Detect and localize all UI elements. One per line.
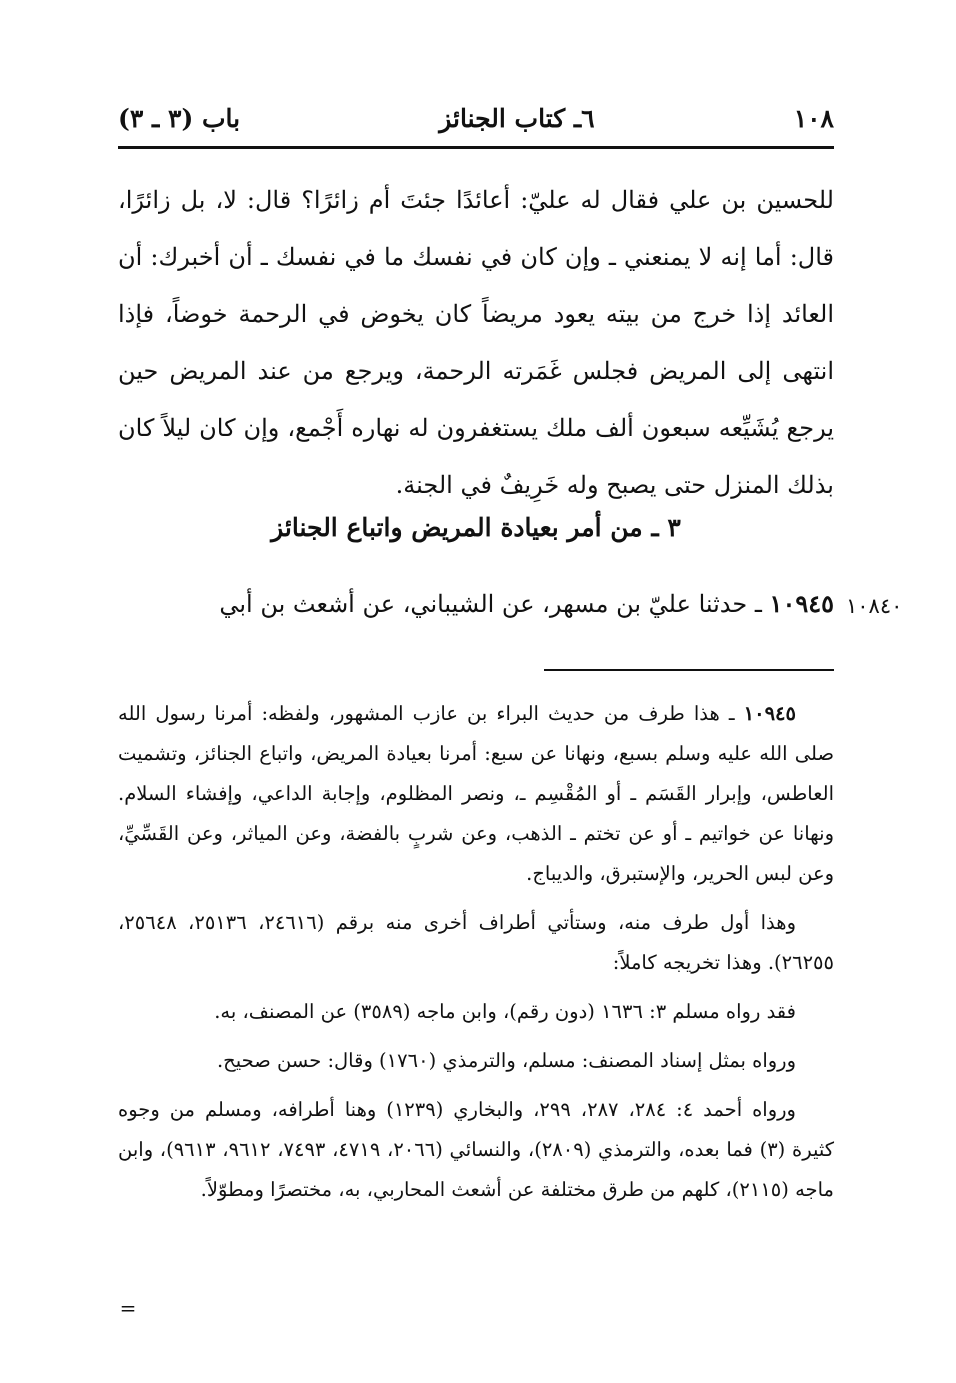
footnote-paragraph: ورواه أحمد ٤: ٢٨٤، ٢٨٧، ٢٩٩، والبخاري (١٢٣٩) وهنا أطرافه، ومسلم من وجوه كثيرة (٣) فما بعده، والترمذي (٢٨٠٩)، والنسائي (٢٠٦٦، ٤٧١٩، ٧٤٩٣، ٩٦١٢، ٩٦١٣)، وابن ماجه (٢١١٥)، كلهم من طرق مختلفة عن أشعث المحاربي، به، مختصرًا ومطوّلاً. <box>118 1098 834 1201</box>
main-paragraph: للحسين بن علي فقال له عليّ: أعائدًا جئتَ أم زائرًا؟ قال: لا، بل زائرًا، قال: أما إنه لا يمنعني ـ وإن كان في نفسك ما في نفسك ـ أن أخبرك: أن العائد إذا خرج من بيته يعود مريضاً كان يخوض في الرحمة خوضاً، فإذا انتهى إلى المريض فجلس غَمَرته الرحمة، ويرجع من عند المريض حين يرجع يُشَيِّعه سبعون ألف ملك يستغفرون له نهاره أَجْمع، وإن كان ليلاً كان بذلك المنزل حتى يصبح وله خَرِيفٌ في الجنة. <box>118 186 834 499</box>
footnotes-block <box>118 694 834 1219</box>
main-text-block <box>118 172 834 514</box>
margin-number: ١٠٨٤٠ <box>846 594 903 618</box>
footnote-rule <box>544 669 834 671</box>
header-rule <box>118 146 834 149</box>
page-header <box>118 92 834 136</box>
continuation-mark: = <box>119 1296 137 1320</box>
hadith-number: ١٠٩٤٥ <box>769 589 834 618</box>
section-heading: ٣ ـ من أمر بعيادة المريض واتباع الجنائز <box>271 513 681 542</box>
footnote-paragraph: ورواه بمثل إسناد المصنف: مسلم، والترمذي (١٧٦٠) وقال: حسن صحيح. <box>216 1049 796 1072</box>
footnote-number: ١٠٩٤٥ <box>743 702 796 725</box>
page-number: ١٠٨ <box>793 104 834 133</box>
book-title: ٦ـ كتاب الجنائز <box>439 104 595 133</box>
footnote-paragraph: وهذا أول طرف منه، وستأتي أطراف أخرى منه برقم (٢٤٦١٦، ٢٥١٣٦، ٢٥٦٤٨، ٢٦٢٥٥). وهذا تخريجه كاملاً: <box>118 911 834 974</box>
hadith-text: ـ حدثنا عليّ بن مسهر، عن الشيباني، عن أشعث بن أبي <box>219 590 762 618</box>
footnote-first <box>118 694 834 894</box>
hadith-entry <box>118 584 834 624</box>
footnote-paragraph: فقد رواه مسلم ٣: ١٦٣٦ (دون رقم)، وابن ماجه (٣٥٨٩) عن المصنف، به. <box>214 1000 796 1023</box>
footnote-first-text: ـ هذا طرف من حديث البراء بن عازب المشهور، ولفظه: أمرنا رسول الله صلى الله عليه وسلم بسبع، ونهانا عن سبع: أمرنا بعيادة المريض، واتباع الجنائز، وتشميت العاطس، وإبرار القَسَم ـ أو المُقْسِم ـ، ونصر المظلوم، وإجابة الداعي، وإفشاء السلام. ونهانا عن خواتيم ـ أو عن تختم ـ الذهب، وعن شربٍ بالفضة، وعن المياثر، وعن القَسِّيِّ، وعن لبس الحرير، والإستبرق، والديباج. <box>118 702 834 885</box>
chapter-reference: باب (٣ ـ ٣) <box>118 104 241 133</box>
